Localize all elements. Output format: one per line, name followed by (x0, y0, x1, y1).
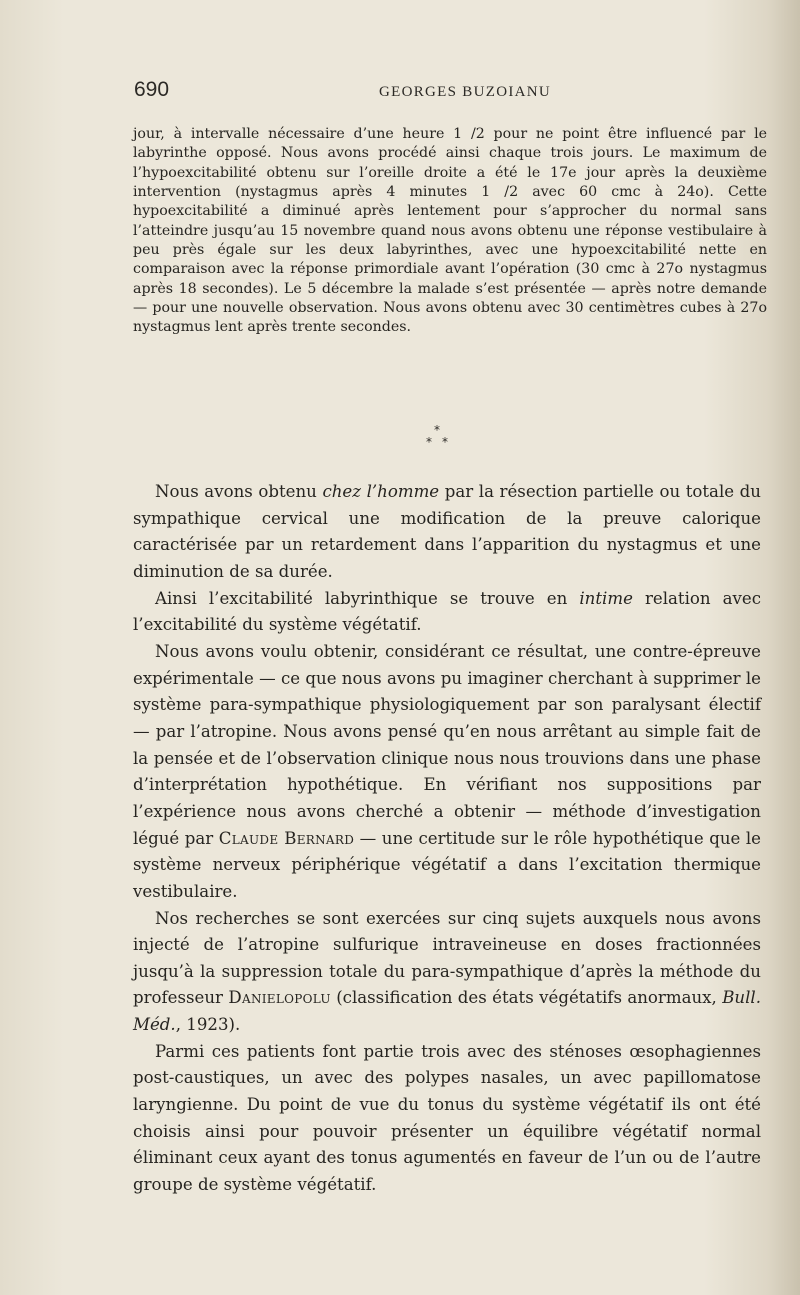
p3-small-caps-name: Claude Bernard (218, 828, 355, 848)
asterism-star-left: * (426, 435, 432, 449)
small-paragraph-text: jour, à intervalle nécessaire d’une heure 1 /2 pour ne point être influencé par le labyrinthe opposé. Nous avons procédé ainsi chaque trois jours. Le maximum de l’hypoexcitabilité obtenu sur l’oreille droite a été le 17e jour après la deuxième intervention (nystagmus après 4 minutes 1 /2 avec 60 cmc à 24o). Cette hypoexcitabilité a diminué après lentement pour s’approcher du normal sans l’atteindre jusqu’au 15 novembre quand nous avons obtenu une réponse vestibulaire à peu près égale sur les deux labyrinthes, avec une hypoexcitabilité nette en comparaison avec la réponse primordiale avant l’opération (30 cmc à 27o nystagmus après 18 secondes). Le 5 décembre la malade s’est présentée — après notre demande — pour une nouvelle observation. Nous avons obtenu avec 30 centimètres cubes à 27o nystagmus lent après trente secondes. (133, 126, 767, 336)
p3-text-a: Nous avons voulu obtenir, considérant ce résultat, une contre-épreuve expérimentale — ce que nous avons pu imaginer cherchant à supprimer le système para-sympathique physiologiquement par son paralysant électif — par l’atropine. Nous avons pensé qu’en nous arrêtant au simple fait de la pensée et de l’observation clinique nous nous trouvions dans une phase d’interprétation hypothétique. En vérifiant nos suppositions par l’expérience nous avons cherché a obtenir — méthode d’investigation légué par (133, 641, 761, 848)
page-number: 690 (134, 78, 170, 101)
p4-small-caps-name: Danielopolu (228, 988, 331, 1008)
running-head: GEORGES BUZOIANU (378, 84, 552, 100)
paragraph-5: Parmi ces patients font partie trois avec des sténoses œsophagiennes post-caustiques, un avec des polypes nasales, un avec papillomatose laryngienne. Du point de vue du tonus du système végétatif ils ont été choisis ainsi pour pouvoir présenter un équilibre végétatif normal éliminant ceux ayant des tonus agumentés en faveur de l’un ou de l’autre groupe de système végétatif. (133, 1041, 761, 1195)
p4-text-c: , 1923). (175, 1015, 241, 1035)
paragraph-3 (133, 639, 761, 906)
p4-text-a: Nos recherches se sont exercées sur cinq sujets auxquels nous avons injecté de l’atropine sulfurique intraveineuse en doses fractionnées jusqu’à la suppression totale du para-sympathique d’après la méthode du professeur (133, 908, 761, 1008)
small-print-paragraph (133, 125, 767, 338)
paragraph-1 (133, 479, 761, 586)
asterism-divider (420, 424, 460, 454)
asterism-star-right: * (442, 435, 448, 449)
p2-text-a: Ainsi l’excitabilité labyrinthique se trouve en (155, 588, 580, 608)
p2-text-b: relation avec l’excitabilité du système végétatif. (133, 588, 761, 635)
main-text (133, 479, 761, 1199)
p4-text-b: (classification des états végétatifs anormaux, (330, 988, 723, 1008)
asterism-star-top: * (434, 423, 440, 437)
paragraph-4 (133, 906, 761, 1039)
p1-text-a: Nous avons obtenu (155, 482, 323, 501)
p1-italic: chez l’homme (322, 482, 440, 501)
p3-text-b: — une certitude sur le rôle hypothétique que le système nerveux périphérique végétatif a dans l’excitation thermique vestibulaire. (133, 828, 761, 901)
paragraph-2 (133, 586, 761, 639)
p2-italic: intime (579, 588, 633, 608)
p4-italic: Bull. Méd. (133, 988, 761, 1035)
p1-text-b: par la résection partielle ou totale du sympathique cervical une modification de la preuve calorique caractérisée par un retardement dans l’apparition du nystagmus et une diminution de sa durée. (133, 482, 761, 581)
page-header (134, 78, 756, 104)
